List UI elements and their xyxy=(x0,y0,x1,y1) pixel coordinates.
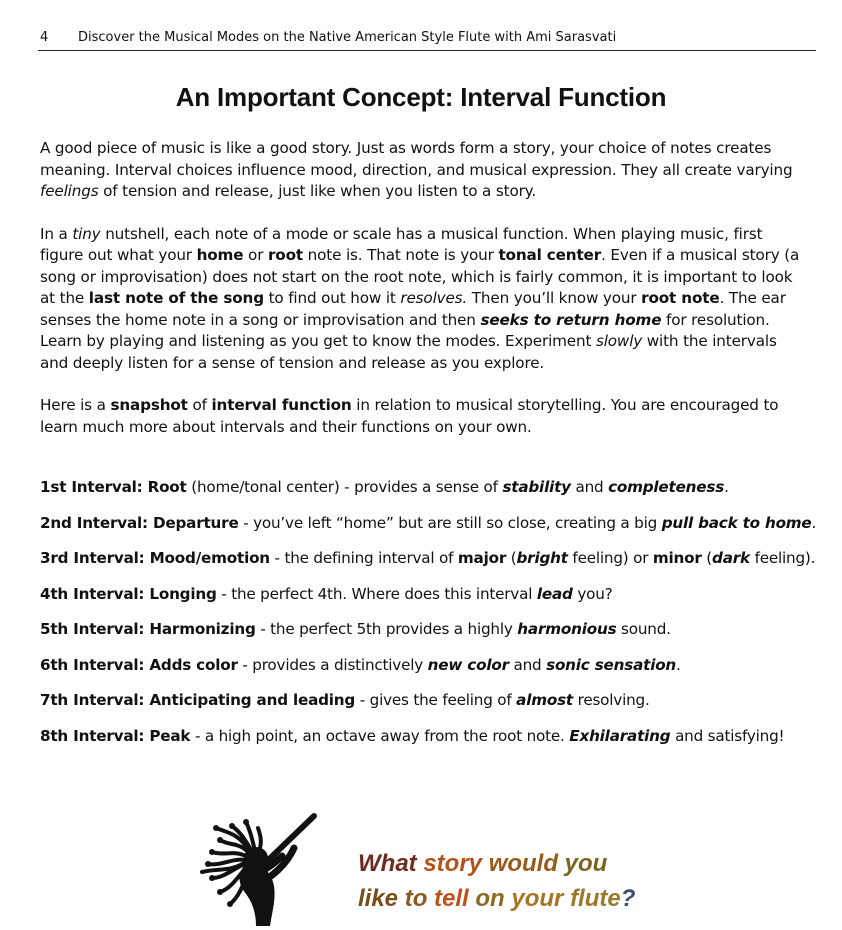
text-run: . Even if a musical story (a song or improvisation) does not start on the root note, which is fairly common, it is important to look at the xyxy=(40,246,800,307)
interval-5 xyxy=(40,620,830,656)
text-run: in relation to musical storytelling. You are encouraged to learn much more about intervals and their functions on your own. xyxy=(40,396,779,436)
text-run: A good piece of music is like a good story. Just as words form a story, your choice of notes creates meaning. Interval choices influence mood, direction, and musical expression. They all create varying xyxy=(40,139,793,179)
text-run: (home/tonal center) - provides a sense of xyxy=(186,478,503,496)
text-run: - you’ve left “home” but are still so close, creating a big xyxy=(238,513,662,532)
strong-emphasis: bright xyxy=(516,549,568,567)
text-run: to find out how it xyxy=(263,289,401,307)
text-run: - the perfect 5th provides a highly xyxy=(255,620,518,638)
emphasis: slowly xyxy=(595,332,643,350)
strong-emphasis: almost xyxy=(516,691,573,709)
text-run: Then you’ll know your xyxy=(467,289,642,307)
interval-4 xyxy=(40,585,830,621)
text-run: ( xyxy=(506,549,517,567)
strong-emphasis: Exhilarating xyxy=(569,726,671,745)
text-run: and xyxy=(570,478,609,496)
strong-emphasis: stability xyxy=(502,478,571,496)
interval-3 xyxy=(40,549,830,585)
text-run: and xyxy=(508,655,547,674)
paragraph-3 xyxy=(40,395,805,438)
strong: interval function xyxy=(211,396,352,414)
strong-emphasis: pull back to home xyxy=(661,513,812,532)
caption-word: tell xyxy=(434,885,476,912)
text-run: . xyxy=(676,655,681,674)
text-run: you? xyxy=(572,584,613,603)
strong-emphasis: sonic sensation xyxy=(546,655,677,674)
text-run: - gives the feeling of xyxy=(355,691,517,709)
text-run: - a high point, an octave away from the root note. xyxy=(190,726,570,745)
strong: last note of the song xyxy=(88,289,264,307)
text-run: - the defining interval of xyxy=(269,549,458,567)
interval-1 xyxy=(40,478,830,514)
page-title: An Important Concept: Interval Function xyxy=(175,82,667,112)
body-text xyxy=(40,138,805,459)
caption-line-2 xyxy=(358,881,635,916)
interval-list xyxy=(40,478,830,762)
interval-label: 7th Interval: Anticipating and leading xyxy=(40,691,356,709)
interval-label: 6th Interval: Adds color xyxy=(40,655,238,674)
text-run: of tension and release, just like when you listen to a story. xyxy=(98,182,537,200)
strong: root xyxy=(267,246,303,264)
strong-emphasis: dark xyxy=(712,549,750,567)
text-run: feeling) or xyxy=(567,549,653,567)
caption-word: What xyxy=(358,850,424,877)
text-run: . The ear senses the home note in a song or improvisation and then xyxy=(40,289,786,329)
caption-word: like xyxy=(358,885,405,912)
interval-label: 3rd Interval: Mood/emotion xyxy=(40,549,270,567)
caption-word: story xyxy=(423,850,489,877)
text-run: or xyxy=(243,246,268,264)
text-run: . xyxy=(811,513,817,532)
interval-label: 4th Interval: Longing xyxy=(40,584,217,603)
page-number: 4 xyxy=(40,30,49,45)
running-header xyxy=(38,28,816,51)
interval-7 xyxy=(40,691,830,727)
caption-word: on xyxy=(475,885,512,912)
strong: snapshot xyxy=(110,396,188,414)
strong-emphasis: seeks to return home xyxy=(480,310,662,329)
caption-word: you xyxy=(564,850,608,877)
caption-word: ? xyxy=(620,885,636,912)
text-run: resolving. xyxy=(572,691,650,709)
text-run: - the perfect 4th. Where does this interval xyxy=(216,584,537,603)
interval-2 xyxy=(40,514,830,550)
strong-emphasis: harmonious xyxy=(517,620,617,638)
text-run: Here is a xyxy=(40,396,111,414)
text-run: note is. That note is your xyxy=(303,246,499,264)
caption-word: your xyxy=(511,885,571,912)
interval-label: 1st Interval: Root xyxy=(40,478,187,496)
paragraph-1 xyxy=(40,138,805,203)
caption-word: flute xyxy=(570,885,621,912)
strong: minor xyxy=(652,549,702,567)
text-run: for resolution. Learn by playing and listening as you get to know the modes. Experiment xyxy=(40,310,770,350)
text-run: and satisfying! xyxy=(670,726,785,745)
interval-label: 2nd Interval: Departure xyxy=(40,513,239,532)
interval-label: 8th Interval: Peak xyxy=(40,726,191,745)
emphasis: feelings xyxy=(40,182,99,200)
text-run: feeling). xyxy=(749,549,816,567)
strong: home xyxy=(196,246,244,264)
interval-8 xyxy=(40,727,830,763)
text-run: with the intervals and deeply listen for a sense of tension and release as you explore. xyxy=(40,332,777,372)
text-run: of xyxy=(187,396,212,414)
caption-word: would xyxy=(488,850,565,877)
text-run: nutshell, each note of a mode or scale has a musical function. When playing music, first figure out what your xyxy=(40,224,763,264)
text-run: sound. xyxy=(616,620,671,638)
paragraph-2 xyxy=(40,224,805,375)
strong-emphasis: completeness xyxy=(608,478,725,496)
strong-emphasis: lead xyxy=(536,584,573,603)
emphasis: tiny xyxy=(72,224,101,243)
caption xyxy=(358,846,635,916)
text-run: ( xyxy=(701,549,713,567)
strong-emphasis: new color xyxy=(427,655,509,674)
text-run: . xyxy=(724,478,729,496)
emphasis: resolves. xyxy=(400,289,468,307)
text-run: In a xyxy=(40,224,73,243)
caption-line-1 xyxy=(358,846,635,881)
interval-6 xyxy=(40,656,830,692)
text-run: - provides a distinctively xyxy=(237,655,428,674)
strong: tonal center xyxy=(498,246,602,264)
caption-word: to xyxy=(404,885,435,912)
strong: root note xyxy=(641,289,720,307)
running-title: Discover the Musical Modes on the Native American Style Flute with Ami Sarasvati xyxy=(78,30,617,45)
interval-label: 5th Interval: Harmonizing xyxy=(40,620,256,638)
strong: major xyxy=(457,549,507,567)
flute-player-icon xyxy=(190,812,330,926)
